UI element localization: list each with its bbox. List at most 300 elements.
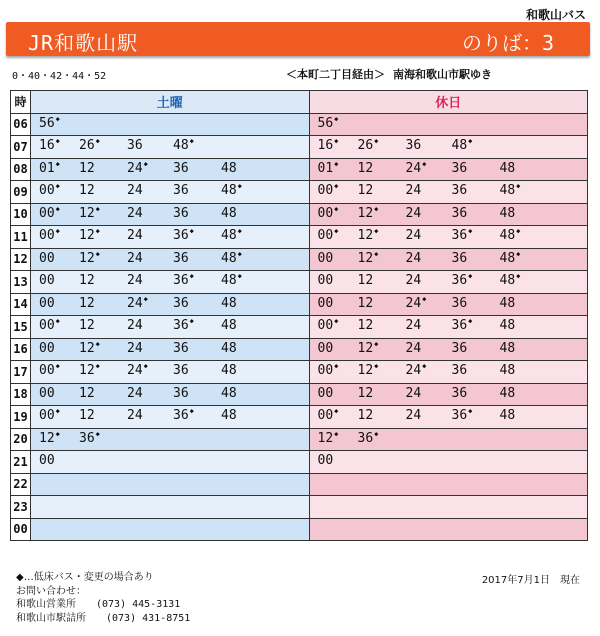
- low-floor-mark-icon: ◆: [189, 227, 194, 235]
- departure-minute: [39, 363, 60, 378]
- minute-value: 36: [451, 363, 468, 378]
- minute-value: 24: [405, 228, 422, 243]
- minute-value: 48: [499, 228, 516, 243]
- low-floor-mark-icon: ◆: [95, 249, 100, 258]
- hour-row: [11, 158, 588, 181]
- saturday-times-cell: [31, 473, 310, 496]
- minute-value: 36: [451, 160, 468, 176]
- departure-minute: [452, 161, 469, 176]
- holiday-times-cell: [309, 226, 588, 249]
- low-floor-mark-icon: ◆: [468, 227, 473, 235]
- minute-value: 36: [451, 205, 468, 221]
- low-floor-mark-icon: ◆: [237, 272, 242, 280]
- holiday-times-cell: [309, 496, 588, 519]
- departure-minute: [79, 296, 96, 311]
- low-floor-mark-icon: ◆: [374, 249, 379, 258]
- hour-cell: 18: [11, 383, 31, 406]
- minutes-note: 0・40・42・44・52: [12, 71, 107, 82]
- minute-value: 36: [451, 250, 468, 266]
- holiday-times-cell: [309, 316, 588, 339]
- low-floor-mark-icon: ◆: [468, 317, 473, 325]
- minute-value: 24: [405, 340, 422, 356]
- departure-minute: [127, 183, 144, 198]
- contact-office-2: [16, 612, 190, 626]
- minute-value: 48: [173, 138, 189, 153]
- hour-row: [11, 451, 588, 474]
- departure-minute: [221, 318, 238, 333]
- hour-row: [11, 271, 588, 294]
- low-floor-mark-icon: ◆: [374, 429, 379, 438]
- departure-minute: [406, 161, 427, 176]
- minute-value: 12: [357, 205, 374, 221]
- departure-minute: [79, 408, 96, 423]
- minute-value: 00: [39, 340, 55, 356]
- hour-row: [11, 293, 588, 316]
- departure-minute: [127, 318, 144, 333]
- station-banner: [6, 22, 590, 56]
- departure-minute: [79, 228, 100, 243]
- departure-minute: [452, 273, 473, 288]
- low-floor-mark-icon: ◆: [55, 137, 60, 145]
- minute-value: 00: [317, 183, 334, 198]
- minute-value: 12: [357, 318, 374, 333]
- minute-value: 00: [39, 408, 55, 423]
- departure-minute: [127, 161, 148, 176]
- low-floor-mark-icon: ◆: [55, 362, 60, 370]
- saturday-times-cell: [31, 226, 310, 249]
- departure-minute: [406, 296, 427, 311]
- departure-minute: [318, 453, 335, 468]
- saturday-times-cell: [31, 316, 310, 339]
- minute-value: 48: [221, 408, 237, 423]
- departure-minute: [452, 138, 473, 153]
- departure-minute: [452, 183, 469, 198]
- hour-cell: 09: [11, 181, 31, 204]
- minute-value: 36: [127, 138, 143, 153]
- station-name: JR和歌山駅: [28, 31, 139, 55]
- hour-row: [11, 226, 588, 249]
- minute-value: 24: [405, 385, 422, 401]
- saturday-times-cell: [31, 496, 310, 519]
- holiday-times-cell: [309, 361, 588, 384]
- low-floor-mark-icon: ◆: [516, 182, 521, 190]
- departure-minute: [39, 228, 60, 243]
- minute-value: 24: [405, 318, 422, 333]
- minute-value: 48: [221, 160, 237, 176]
- minute-value: 24: [405, 160, 422, 176]
- low-floor-mark-icon: ◆: [237, 227, 242, 235]
- departure-minute: [79, 363, 100, 378]
- low-floor-mark-icon: ◆: [468, 407, 473, 415]
- departure-minute: [358, 431, 379, 446]
- low-floor-mark-icon: ◆: [334, 362, 339, 370]
- departure-minute: [79, 273, 96, 288]
- minute-value: 12: [357, 160, 374, 176]
- hour-row: [11, 518, 588, 541]
- hour-row: [11, 406, 588, 429]
- minute-value: 36: [173, 318, 189, 333]
- holiday-times-cell: [309, 113, 588, 136]
- low-floor-mark-icon: ◆: [374, 204, 379, 213]
- minute-value: 36: [405, 138, 422, 153]
- hour-cell: 15: [11, 316, 31, 339]
- minute-value: 48: [451, 138, 468, 153]
- departure-minute: [221, 228, 242, 243]
- minute-value: 36: [173, 363, 189, 378]
- low-floor-mark-icon: ◆: [422, 294, 427, 303]
- minute-value: 00: [317, 273, 334, 288]
- minute-value: 36: [173, 385, 189, 401]
- minute-value: 00: [317, 295, 334, 311]
- minute-value: 00: [39, 228, 55, 243]
- minute-value: 00: [317, 318, 334, 333]
- low-floor-mark-icon: ◆: [516, 272, 521, 280]
- minute-value: 12: [79, 340, 95, 356]
- minute-value: 24: [127, 250, 143, 266]
- departure-minute: [500, 318, 517, 333]
- saturday-times-cell: [31, 428, 310, 451]
- departure-minute: [173, 206, 190, 221]
- minute-value: 01: [317, 160, 334, 176]
- minute-value: 48: [499, 183, 516, 198]
- holiday-times-cell: [309, 383, 588, 406]
- minute-value: 12: [357, 363, 374, 378]
- platform-number: のりば：3: [461, 31, 554, 55]
- minute-value: 24: [127, 205, 143, 221]
- saturday-header: 土曜: [31, 91, 310, 114]
- minute-value: 24: [127, 385, 143, 401]
- minute-value: 36: [173, 228, 189, 243]
- low-floor-mark-icon: ◆: [374, 339, 379, 348]
- departure-minute: [406, 228, 423, 243]
- minute-value: 48: [221, 250, 237, 266]
- departure-minute: [318, 161, 339, 176]
- departure-minute: [318, 138, 339, 153]
- hour-cell: 17: [11, 361, 31, 384]
- minute-value: 24: [405, 273, 422, 288]
- departure-minute: [221, 206, 238, 221]
- minute-value: 36: [79, 430, 95, 446]
- minute-value: 12: [357, 228, 374, 243]
- saturday-times-cell: [31, 293, 310, 316]
- minute-value: 12: [357, 183, 374, 198]
- minute-value: 00: [317, 363, 334, 378]
- minute-value: 12: [79, 228, 95, 243]
- departure-minute: [79, 206, 100, 221]
- low-floor-mark-icon: ◆: [189, 407, 194, 415]
- low-floor-mark-icon: ◆: [55, 407, 60, 415]
- departure-minute: [221, 183, 242, 198]
- departure-minute: [406, 318, 423, 333]
- minute-value: 48: [499, 295, 516, 311]
- minute-value: 12: [357, 250, 374, 266]
- departure-minute: [452, 386, 469, 401]
- office-name: 和歌山市駅詰所: [16, 612, 86, 624]
- minute-value: 48: [221, 273, 237, 288]
- low-floor-mark-icon: ◆: [143, 362, 148, 370]
- legend-note: ◆…低床バス・変更の場合あり: [16, 572, 154, 583]
- departure-minute: [358, 318, 375, 333]
- minute-value: 12: [357, 340, 374, 356]
- departure-minute: [358, 228, 379, 243]
- minute-value: 48: [221, 340, 237, 356]
- minute-value: 36: [451, 273, 468, 288]
- holiday-times-cell: [309, 181, 588, 204]
- minute-value: 12: [357, 408, 374, 423]
- minute-value: 24: [127, 408, 143, 423]
- departure-minute: [358, 138, 379, 153]
- minute-value: 12: [357, 385, 374, 401]
- minute-value: 36: [357, 430, 374, 446]
- low-floor-mark-icon: ◆: [95, 227, 100, 235]
- holiday-times-cell: [309, 428, 588, 451]
- departure-minute: [173, 318, 194, 333]
- hour-cell: 06: [11, 113, 31, 136]
- departure-minute: [358, 296, 375, 311]
- departure-minute: [127, 408, 144, 423]
- minute-value: 36: [173, 273, 189, 288]
- minute-value: 36: [451, 385, 468, 401]
- departure-minute: [173, 408, 194, 423]
- departure-minute: [39, 161, 60, 176]
- low-floor-mark-icon: ◆: [55, 159, 60, 168]
- departure-minute: [173, 228, 194, 243]
- departure-minute: [358, 183, 375, 198]
- departure-minute: [500, 408, 517, 423]
- minute-value: 36: [451, 318, 468, 333]
- minute-value: 00: [39, 295, 55, 311]
- departure-minute: [318, 183, 339, 198]
- departure-minute: [406, 363, 427, 378]
- hour-cell: 07: [11, 136, 31, 159]
- departure-minute: [79, 161, 96, 176]
- hour-cell: 11: [11, 226, 31, 249]
- minute-value: 48: [499, 250, 516, 266]
- minute-value: 12: [79, 160, 95, 176]
- low-floor-mark-icon: ◆: [55, 182, 60, 190]
- minute-value: 48: [499, 408, 516, 423]
- minute-value: 48: [499, 273, 516, 288]
- departure-minute: [39, 296, 56, 311]
- minute-value: 56: [317, 115, 334, 131]
- hour-row: [11, 428, 588, 451]
- departure-minute: [127, 386, 144, 401]
- departure-minute: [127, 273, 144, 288]
- departure-minute: [39, 408, 60, 423]
- minute-value: 26: [357, 138, 374, 153]
- departure-minute: [452, 408, 473, 423]
- minute-value: 36: [173, 160, 189, 176]
- minute-value: 48: [221, 228, 237, 243]
- departure-minute: [39, 318, 60, 333]
- minute-value: 24: [127, 273, 143, 288]
- departure-minute: [173, 341, 190, 356]
- departure-minute: [318, 251, 335, 266]
- departure-minute: [452, 206, 469, 221]
- departure-minute: [358, 341, 379, 356]
- minute-value: 36: [173, 295, 189, 311]
- hour-cell: 08: [11, 158, 31, 181]
- departure-minute: [406, 251, 423, 266]
- low-floor-mark-icon: ◆: [334, 317, 339, 325]
- minute-value: 12: [79, 363, 95, 378]
- minute-value: 00: [317, 250, 334, 266]
- minute-value: 48: [221, 385, 237, 401]
- minute-value: 00: [317, 205, 334, 221]
- low-floor-mark-icon: ◆: [237, 249, 242, 258]
- minute-value: 48: [221, 295, 237, 311]
- departure-minute: [500, 183, 521, 198]
- minute-value: 48: [499, 205, 516, 221]
- departure-minute: [39, 341, 56, 356]
- low-floor-mark-icon: ◆: [516, 249, 521, 258]
- departure-minute: [358, 206, 379, 221]
- departure-minute: [500, 228, 521, 243]
- low-floor-mark-icon: ◆: [143, 294, 148, 303]
- departure-minute: [500, 363, 517, 378]
- minute-value: 48: [499, 340, 516, 356]
- departure-minute: [452, 341, 469, 356]
- holiday-times-cell: [309, 136, 588, 159]
- holiday-times-cell: [309, 338, 588, 361]
- departure-minute: [39, 273, 56, 288]
- minute-value: 36: [451, 228, 468, 243]
- departure-minute: [452, 318, 473, 333]
- minute-value: 24: [405, 295, 422, 311]
- low-floor-mark-icon: ◆: [237, 182, 242, 190]
- departure-minute: [79, 386, 96, 401]
- minute-value: 36: [451, 408, 468, 423]
- departure-minute: [127, 363, 148, 378]
- office-phone: (073) 445-3131: [96, 599, 181, 610]
- saturday-times-cell: [31, 338, 310, 361]
- departure-minute: [39, 251, 56, 266]
- departure-minute: [452, 251, 469, 266]
- low-floor-mark-icon: ◆: [95, 339, 100, 348]
- departure-minute: [406, 386, 423, 401]
- holiday-times-cell: [309, 451, 588, 474]
- departure-minute: [500, 296, 517, 311]
- departure-minute: [221, 251, 242, 266]
- minute-value: 56: [39, 115, 55, 131]
- minute-value: 36: [173, 205, 189, 221]
- hour-row: [11, 181, 588, 204]
- low-floor-mark-icon: ◆: [422, 362, 427, 370]
- minute-value: 16: [39, 138, 55, 153]
- departure-minute: [452, 296, 469, 311]
- minute-value: 24: [405, 183, 422, 198]
- minute-value: 48: [221, 205, 237, 221]
- minute-value: 12: [79, 385, 95, 401]
- minute-value: 36: [173, 183, 189, 198]
- hour-cell: 14: [11, 293, 31, 316]
- minute-value: 36: [173, 250, 189, 266]
- low-floor-mark-icon: ◆: [334, 137, 339, 145]
- low-floor-mark-icon: ◆: [468, 137, 473, 145]
- holiday-times-cell: [309, 158, 588, 181]
- departure-minute: [221, 408, 238, 423]
- low-floor-mark-icon: ◆: [374, 137, 379, 145]
- departure-minute: [39, 116, 60, 131]
- minute-value: 12: [79, 205, 95, 221]
- low-floor-mark-icon: ◆: [55, 429, 60, 438]
- hour-row: [11, 383, 588, 406]
- departure-minute: [221, 386, 238, 401]
- departure-minute: [500, 341, 517, 356]
- departure-minute: [79, 341, 100, 356]
- minute-value: 00: [39, 363, 55, 378]
- departure-minute: [127, 138, 144, 153]
- hour-row: [11, 113, 588, 136]
- minute-value: 48: [499, 318, 516, 333]
- low-floor-mark-icon: ◆: [334, 204, 339, 213]
- saturday-times-cell: [31, 248, 310, 271]
- timetable-body: [11, 113, 588, 541]
- low-floor-mark-icon: ◆: [334, 182, 339, 190]
- hour-cell: 19: [11, 406, 31, 429]
- minute-value: 12: [79, 408, 95, 423]
- departure-minute: [221, 161, 238, 176]
- saturday-times-cell: [31, 383, 310, 406]
- minute-value: 00: [39, 183, 55, 198]
- low-floor-mark-icon: ◆: [334, 429, 339, 438]
- minute-value: 24: [127, 228, 143, 243]
- low-floor-mark-icon: ◆: [334, 227, 339, 235]
- minute-value: 36: [451, 183, 468, 198]
- saturday-times-cell: [31, 158, 310, 181]
- minute-value: 48: [221, 318, 237, 333]
- departure-minute: [358, 386, 375, 401]
- low-floor-mark-icon: ◆: [55, 317, 60, 325]
- holiday-times-cell: [309, 518, 588, 541]
- minute-value: 00: [39, 205, 55, 221]
- hour-cell: 23: [11, 496, 31, 519]
- low-floor-mark-icon: ◆: [189, 137, 194, 145]
- hour-row: [11, 248, 588, 271]
- departure-minute: [406, 206, 423, 221]
- minute-value: 12: [357, 273, 374, 288]
- hour-cell: 13: [11, 271, 31, 294]
- office-name: 和歌山営業所: [16, 599, 76, 610]
- route-via: ＜本町二丁目経由＞: [286, 68, 385, 81]
- minute-value: 00: [39, 250, 55, 266]
- low-floor-mark-icon: ◆: [334, 159, 339, 168]
- saturday-times-cell: [31, 451, 310, 474]
- minute-value: 12: [79, 250, 95, 266]
- departure-minute: [79, 431, 100, 446]
- departure-minute: [452, 228, 473, 243]
- minute-value: 24: [127, 295, 143, 311]
- departure-minute: [318, 431, 339, 446]
- departure-minute: [173, 273, 194, 288]
- hour-row: [11, 361, 588, 384]
- departure-minute: [79, 138, 100, 153]
- footer: [16, 571, 190, 625]
- hour-cell: 10: [11, 203, 31, 226]
- departure-minute: [500, 386, 517, 401]
- departure-minute: [318, 386, 335, 401]
- minute-value: 00: [39, 385, 55, 401]
- departure-minute: [318, 296, 335, 311]
- hour-cell: 12: [11, 248, 31, 271]
- minute-value: 36: [451, 340, 468, 356]
- inquiry-label: お問い合わせ：: [16, 585, 86, 597]
- minute-value: 24: [405, 363, 422, 378]
- minute-value: 12: [79, 273, 95, 288]
- departure-minute: [221, 273, 242, 288]
- departure-minute: [406, 273, 423, 288]
- departure-minute: [318, 341, 335, 356]
